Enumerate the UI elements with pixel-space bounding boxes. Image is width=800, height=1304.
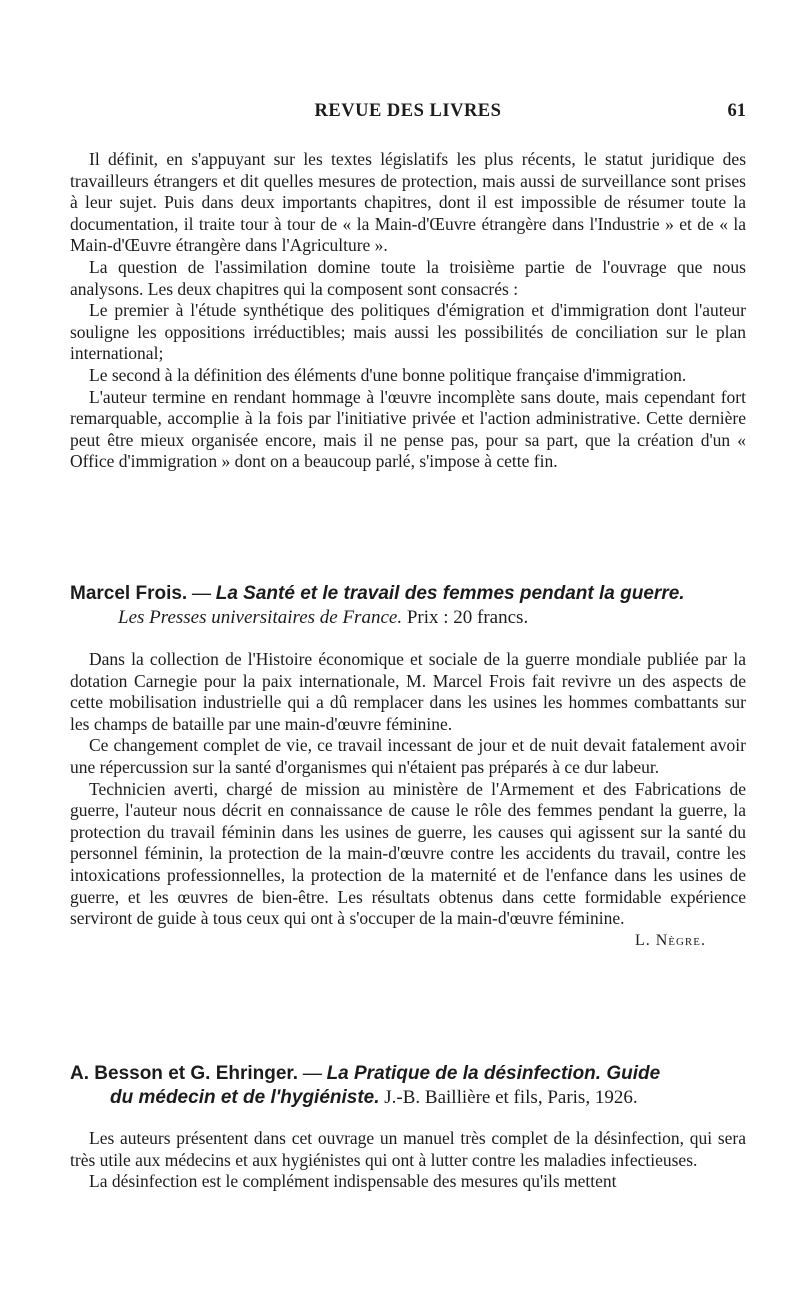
paragraph: L'auteur termine en rendant hommage à l'œuvre incomplète sans doute, mais cependant fort remarquable, accomplie à la fois par l'initiative privée et l'action administrative. Cette dernière peut être mieux organisée encore, mais il ne pense pas, pour sa part, que la création d'un « Office d'immigration » dont on a beaucoup parlé, s'impose à cette fin. xyxy=(70,386,746,472)
running-header xyxy=(70,101,746,127)
paragraph: Ce changement complet de vie, ce travail incessant de jour et de nuit devait fatalement avoir une répercussion sur la santé d'organismes qui n'étaient pas préparés à ce dur labeur. xyxy=(70,735,746,777)
page-number: 61 xyxy=(727,101,746,121)
paragraph: Les auteurs présentent dans cet ouvrage un manuel très complet de la désinfection, qui sera très utile aux médecins et aux hygiénistes qui ont à lutter contre les maladies infectieuses. xyxy=(70,1128,746,1170)
review-publisher: J.-B. Baillière et fils, Paris, 1926. xyxy=(379,1087,638,1108)
review-author: Marcel Frois. xyxy=(70,583,188,604)
paragraph: Le premier à l'étude synthétique des politiques d'émigration et d'immigration dont l'auteur souligne les oppositions irréductibles; mais aussi les possibilités de conciliation sur le plan international; xyxy=(70,300,746,364)
review-publication-line xyxy=(70,1086,746,1110)
review-book-title: La Pratique de la désinfection. Guide xyxy=(326,1063,661,1084)
review-publication-line xyxy=(70,606,746,630)
paragraph: La désinfection est le complément indispensable des mesures qu'ils mettent xyxy=(89,1171,617,1192)
review-publisher: Les Presses universitaires de France. xyxy=(118,607,403,628)
review-book-subtitle: du médecin et de l'hygiéniste. xyxy=(110,1087,380,1108)
paragraph: Dans la collection de l'Histoire économique et sociale de la guerre mondiale publiée par la dotation Carnegie pour la paix internationale, M. Marcel Frois fait revivre un des aspects de cette mobilisation industrielle qui a dû remplacer dans les usines les hommes combattants sur les champs de bataille par une main-d'œuvre féminine. xyxy=(70,649,746,734)
paragraph: Technicien averti, chargé de mission au ministère de l'Armement et des Fabrications de guerre, l'auteur nous décrit en connaissance de cause le rôle des femmes pendant la guerre, la protection du travail féminin dans les usines de guerre, les causes qui agissent sur la santé du personnel féminin, la protection de la main-d'œuvre contre les accidents du travail, contre les intoxications professionnelles, la protection de la maternité et de l'enfance dans les usines de guerre, et les œuvres de bien-être. Les résultats obtenus dans cette formidable expérience serviront de guide à tous ceux qui ont à s'occuper de la main-d'œuvre féminine. xyxy=(70,778,746,929)
paragraph: Le second à la définition des éléments d'une bonne politique française d'immigration. xyxy=(89,364,687,385)
review-book-title: La Santé et le travail des femmes pendant la guerre. xyxy=(215,583,685,604)
paragraph: Il définit, en s'appuyant sur les textes législatifs les plus récents, le statut juridique des travailleurs étrangers et dit quelles mesures de protection, mais aussi de surveillance sont prises à leur sujet. Puis dans deux importants chapitres, dont il est impossible de résumer toute la documentation, il traite tour à tour de « la Main-d'Œuvre étrangère dans l'Industrie » et de « la Main-d'Œuvre étrangère dans l'Agriculture ». xyxy=(70,149,746,256)
review-continuation xyxy=(70,149,746,473)
reviewer-signature: L. Nègre. xyxy=(634,931,706,949)
title-dash: — xyxy=(187,583,216,604)
review-body-frois xyxy=(70,649,746,950)
review-heading-frois xyxy=(70,582,746,630)
review-price: Prix : 20 francs. xyxy=(402,607,529,628)
review-body-besson xyxy=(70,1128,746,1193)
review-author: A. Besson et G. Ehringer. xyxy=(70,1063,299,1084)
review-heading-besson xyxy=(70,1062,746,1110)
title-dash: — xyxy=(298,1063,327,1084)
paragraph: La question de l'assimilation domine toute la troisième partie de l'ouvrage que nous analysons. Les deux chapitres qui la composent sont consacrés : xyxy=(70,256,746,299)
running-title: REVUE DES LIVRES xyxy=(314,101,502,121)
